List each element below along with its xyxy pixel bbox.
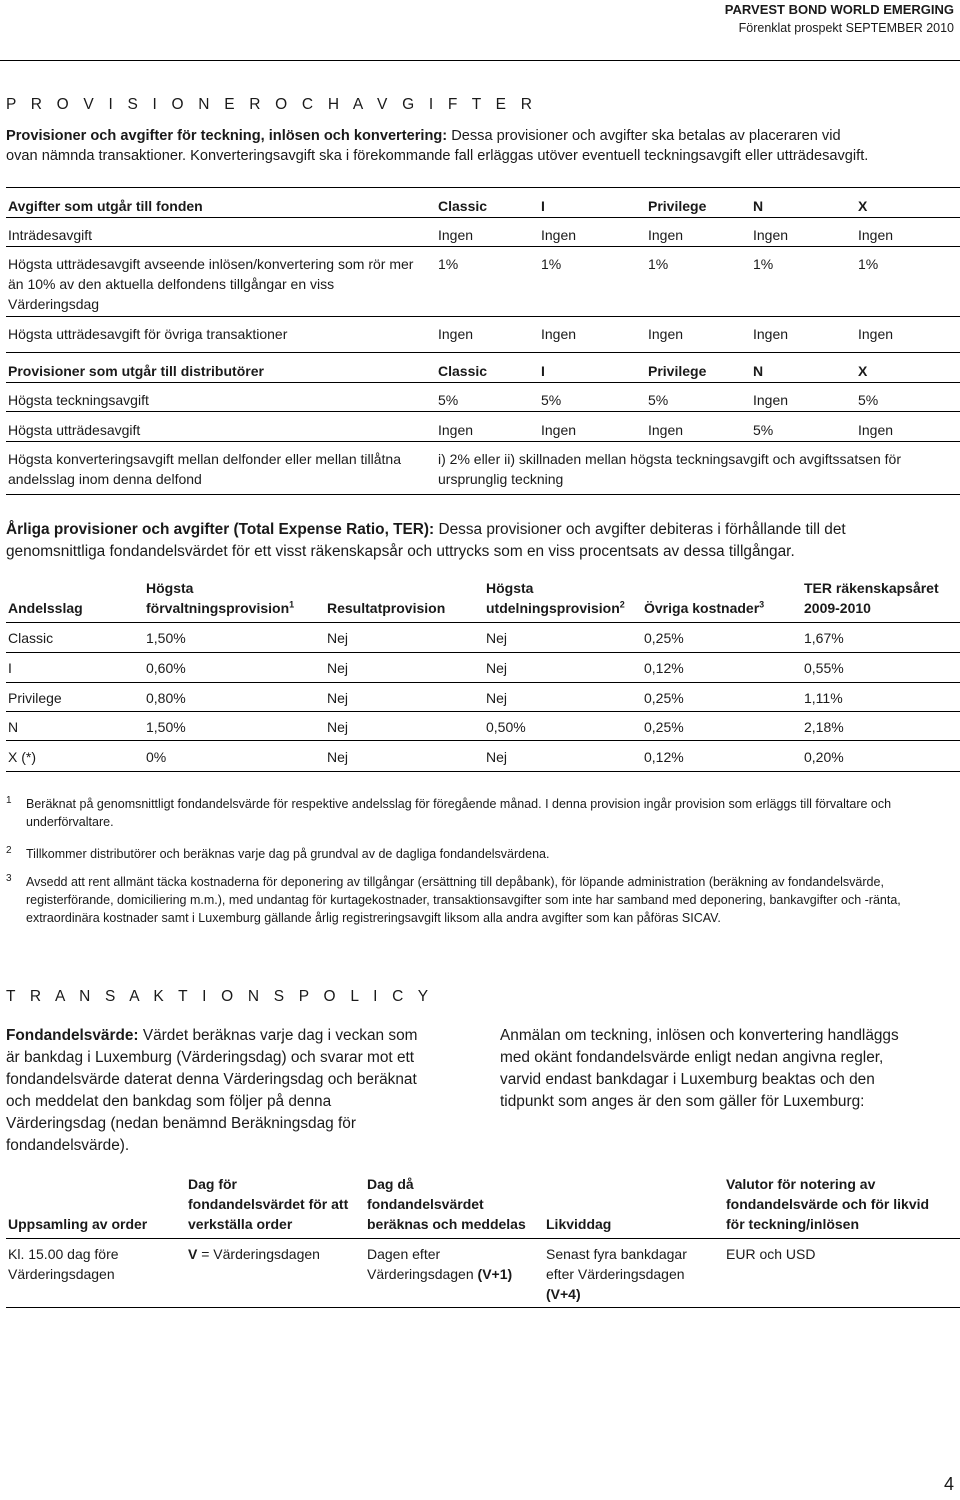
cell-value-line: i) 2% eller ii) skillnaden mellan högsta teckningsavgift och avgiftssatsen för (438, 451, 902, 467)
orders-cell-line: efter Värderingsdagen (546, 1266, 685, 1282)
cell-value: 5% (541, 392, 562, 408)
cell-value: 0,80% (146, 690, 186, 706)
cell-value: I (8, 660, 12, 676)
orders-header-dag-for (188, 1174, 348, 1234)
cell-value: Ingen (541, 326, 577, 342)
footnote-line: Avsedd att rent allmänt täcka kostnaderna för deponering av tillgångar (ersättning till depåbank), för löpande administration (beräkning av fondandelsvärde, (26, 875, 884, 889)
orders-header-line: Valutor för notering av (726, 1176, 876, 1192)
cell-value: X (*) (8, 749, 36, 765)
table-rule (6, 682, 960, 683)
page-header (725, 0, 954, 38)
footnote-ref: 2 (619, 599, 625, 610)
header-rule (0, 60, 960, 61)
cell-value: 5% (438, 392, 459, 408)
cell-value: 1% (753, 256, 774, 272)
footnote-number: 2 (6, 845, 12, 856)
cell-value: 0,60% (146, 660, 186, 676)
transaction-left-line: fondandelsvärde). (6, 1137, 130, 1154)
fund-fees-header-i: I (541, 198, 545, 214)
ter-header-line: Övriga kostnader (644, 600, 760, 616)
row-label-line: Högsta konverteringsavgift mellan delfonder eller mellan tillåtna (8, 451, 401, 467)
footnote-ref: 3 (759, 599, 765, 610)
orders-cell-line: Värderingsdagen (367, 1266, 478, 1282)
ter-header-resultat: Resultatprovision (327, 600, 446, 616)
transaction-right-line: varvid endast bankdagar i Luxemburg beaktas och den (500, 1071, 875, 1088)
cell-value: Ingen (541, 422, 577, 438)
transaction-left-line: Värdet beräknas varje dag i veckan som (138, 1027, 418, 1044)
orders-cell-dag-da (367, 1244, 512, 1284)
cell-value: Privilege (8, 690, 62, 706)
table-rule (6, 711, 960, 712)
transaction-right-text (500, 1025, 950, 1113)
footnote-number: 1 (6, 795, 12, 806)
cell-value: 0,25% (644, 719, 684, 735)
ter-intro (6, 519, 956, 563)
provisions-intro-bold: Provisioner och avgifter för teckning, inlösen och konvertering: (6, 128, 448, 144)
cell-value: 0,25% (644, 630, 684, 646)
footnote-line: underförvaltare. (26, 815, 114, 829)
table-rule (6, 771, 960, 772)
ter-header-utdelning (486, 578, 625, 618)
fund-fees-header-privilege: Privilege (648, 198, 707, 214)
orders-cell-likviddag (546, 1244, 687, 1304)
ter-header-line: TER räkenskapsåret (804, 580, 939, 596)
cell-value: 1% (648, 256, 669, 272)
fund-fees-header-n: N (753, 198, 764, 214)
transaction-left-line: Värderingsdag (nedan benämnd Beräkningsdag för (6, 1115, 356, 1132)
orders-header-line: fondandelsvärdet (367, 1196, 484, 1212)
row-label-line: än 10% av den aktuella delfondens tillgångar en viss (8, 276, 335, 292)
transaction-left-line: är bankdag i Luxemburg (Värderingsdag) och svarar mot ett (6, 1049, 415, 1066)
ter-header-ovriga (644, 598, 764, 618)
orders-cell-v1: (V+1) (477, 1266, 513, 1282)
cell-value: Nej (486, 630, 508, 646)
orders-cell-line: Kl. 15.00 dag före (8, 1246, 119, 1262)
cell-value: Nej (327, 749, 349, 765)
orders-header-line: fondandelsvärdet för att (188, 1196, 349, 1212)
orders-cell-line: Senast fyra bankdagar (546, 1246, 687, 1262)
provisions-intro (6, 126, 956, 166)
fund-fees-header-label: Avgifter som utgår till fonden (8, 198, 203, 214)
footnote-line: Beräknat på genomsnittligt fondandelsvärde för respektive andelsslag för föregående månad. I denna provision ingår provision som erläggs till förvaltare och (26, 797, 892, 811)
orders-header-line: Dag för (188, 1176, 237, 1192)
cell-value: 0,20% (804, 749, 844, 765)
table-rule (6, 246, 960, 247)
table-rule (6, 494, 960, 495)
cell-value: Nej (486, 690, 508, 706)
orders-header-dag-da (367, 1174, 526, 1234)
table-rule (6, 622, 960, 623)
cell-value: 0,25% (644, 690, 684, 706)
orders-header-line: för teckning/inlösen (726, 1216, 860, 1232)
cell-value: Ingen (438, 227, 474, 243)
orders-header-valutor (726, 1174, 929, 1234)
ter-header-forvaltning (146, 578, 294, 618)
cell-value: Ingen (648, 227, 684, 243)
cell-value: Nej (486, 660, 508, 676)
row-label: Inträdesavgift (8, 227, 93, 243)
cell-value: Ingen (438, 326, 474, 342)
cell-value: 5% (753, 422, 774, 438)
dist-fees-header-privilege: Privilege (648, 363, 707, 379)
transaction-left-line: fondandelsvärde daterat denna Värderingsdag och beräknat (6, 1071, 417, 1088)
footnote-ref: 1 (289, 599, 295, 610)
orders-header-likviddag: Likviddag (546, 1216, 612, 1232)
cell-value: Ingen (858, 326, 894, 342)
row-label (8, 449, 428, 489)
ter-header-line: förvaltningsprovision (146, 600, 290, 616)
cell-value: Nej (486, 749, 508, 765)
transaction-left-line: och meddelat den bankdag som följer på denna (6, 1093, 332, 1110)
row-label: Högsta teckningsavgift (8, 392, 149, 408)
cell-value: 5% (648, 392, 669, 408)
cell-value: 0,55% (804, 660, 844, 676)
cell-value: Classic (8, 630, 54, 646)
cell-value: Ingen (438, 422, 474, 438)
orders-cell-v: V (188, 1246, 198, 1262)
section-title-transaction: T R A N S A K T I O N S P O L I C Y (6, 988, 434, 1005)
orders-header-line: Dag då (367, 1176, 414, 1192)
cell-value: 5% (858, 392, 879, 408)
orders-cell-dag-for (188, 1244, 320, 1264)
cell-value: 2,18% (804, 719, 844, 735)
orders-cell-v4: (V+4) (546, 1286, 581, 1302)
cell-value: Ingen (648, 422, 684, 438)
table-rule (6, 352, 960, 353)
cell-value: 0% (146, 749, 167, 765)
dist-fees-header-label: Provisioner som utgår till distributörer (8, 363, 264, 379)
orders-header-line: beräknas och meddelas (367, 1216, 526, 1232)
cell-value: 1,67% (804, 630, 844, 646)
transaction-right-line: Anmälan om teckning, inlösen och konvertering handläggs (500, 1027, 899, 1044)
ter-header-line: 2009-2010 (804, 600, 871, 616)
cell-value: Nej (327, 719, 349, 735)
orders-cell-line: Dagen efter (367, 1246, 441, 1262)
cell-value: 0,12% (644, 660, 684, 676)
orders-cell-valutor: EUR och USD (726, 1246, 816, 1262)
provisions-intro-rest: Dessa provisioner och avgifter ska betalas av placeraren vid (447, 128, 841, 144)
cell-value: Ingen (858, 227, 894, 243)
footnote-line: extraordinära kostnader samt i Luxemburg gällande årlig registreringsavgift liksom alla andra avgifter som kan påföras SICAV. (26, 911, 721, 925)
orders-cell-uppsamling (8, 1244, 119, 1284)
transaction-left-bold: Fondandelsvärde: (6, 1027, 139, 1044)
footnote-line: registerförande, domiciliering m.m.), med undantag för kurtagekostnader, transaktionsavgifter som inte har samband med deponering, bankavgifter och -ränta, (26, 893, 901, 907)
cell-value: 1,50% (146, 719, 186, 735)
transaction-right-line: tidpunkt som anges är den som gäller för Luxemburg: (500, 1093, 865, 1110)
dist-fees-header-i: I (541, 363, 545, 379)
table-rule (6, 217, 960, 218)
ter-header-ter (804, 578, 939, 618)
cell-value: Ingen (753, 326, 789, 342)
table-rule (6, 382, 960, 383)
footnote-number: 3 (6, 873, 12, 884)
transaction-right-line: med okänt fondandelsvärde enligt nedan angivna regler, (500, 1049, 884, 1066)
footnote-text (26, 873, 926, 927)
cell-value: 0,50% (486, 719, 526, 735)
orders-header-line: verkställa order (188, 1216, 293, 1232)
provisions-intro-line2: ovan nämnda transaktioner. Konverteringsavgift ska i förekommande fall erläggas utöver eventuell teckningsavgift eller utträdesavgift. (6, 148, 869, 164)
page-number: 4 (943, 1474, 954, 1494)
cell-value: 1% (541, 256, 562, 272)
orders-cell-line: = Värderingsdagen (197, 1246, 320, 1262)
cell-value: Nej (327, 660, 349, 676)
table-rule (6, 652, 960, 653)
cell-value (438, 449, 953, 489)
footnote-text (26, 795, 926, 831)
fund-fees-header-classic: Classic (438, 198, 488, 214)
row-label: Högsta utträdesavgift (8, 422, 141, 438)
row-label (8, 254, 428, 314)
orders-cell-line: Värderingsdagen (8, 1266, 115, 1282)
ter-header-andelsslag: Andelsslag (8, 600, 83, 616)
ter-header-line: Högsta (486, 580, 534, 596)
footnote-line: Tillkommer distributörer och beräknas varje dag på grundval av de dagliga fondandelsvärdena. (26, 847, 550, 861)
orders-header-uppsamling: Uppsamling av order (8, 1216, 148, 1232)
table-rule (6, 187, 960, 188)
row-label-line: Värderingsdag (8, 296, 100, 312)
fund-name: PARVEST BOND WORLD EMERGING (724, 2, 954, 17)
table-rule (6, 411, 960, 412)
transaction-left-text (6, 1025, 446, 1157)
row-label-line: andelsslag inom denna delfond (8, 471, 202, 487)
row-label: Högsta utträdesavgift för övriga transaktioner (8, 326, 288, 342)
row-label-line: Högsta utträdesavgift avseende inlösen/konvertering som rör mer (8, 256, 414, 272)
ter-intro-bold: Årliga provisioner och avgifter (Total Expense Ratio, TER): (6, 521, 435, 538)
table-rule (6, 1238, 960, 1239)
table-rule (6, 316, 960, 317)
table-rule (6, 441, 960, 442)
ter-intro-line2: genomsnittliga fondandelsvärdet för ett visst räkenskapsår och uttrycks som en viss procentsats av dessa tillgångar. (6, 543, 795, 560)
cell-value: Nej (327, 690, 349, 706)
footnote-text (26, 845, 926, 863)
cell-value: 1% (858, 256, 879, 272)
ter-header-line: utdelningsprovision (486, 600, 620, 616)
cell-value: Ingen (753, 227, 789, 243)
ter-header-line: Högsta (146, 580, 194, 596)
cell-value: N (8, 719, 19, 735)
cell-value: 1% (438, 256, 459, 272)
fund-fees-header-x: X (858, 198, 868, 214)
ter-intro-rest: Dessa provisioner och avgifter debiteras i förhållande till det (434, 521, 846, 538)
table-rule (6, 740, 960, 741)
cell-value-line: ursprunglig teckning (438, 471, 564, 487)
dist-fees-header-classic: Classic (438, 363, 488, 379)
dist-fees-header-x: X (858, 363, 868, 379)
prospectus-date: Förenklat prospekt SEPTEMBER 2010 (738, 21, 954, 35)
dist-fees-header-n: N (753, 363, 764, 379)
orders-header-line: fondandelsvärde och för likvid (726, 1196, 930, 1212)
section-title-provisions: P R O V I S I O N E R O C H A V G I F T E R (6, 96, 538, 113)
cell-value: Ingen (753, 392, 789, 408)
table-rule (6, 1307, 960, 1308)
cell-value: 0,12% (644, 749, 684, 765)
cell-value: Nej (327, 630, 349, 646)
cell-value: Ingen (541, 227, 577, 243)
cell-value: 1,50% (146, 630, 186, 646)
cell-value: Ingen (648, 326, 684, 342)
cell-value: 1,11% (804, 690, 843, 706)
cell-value: Ingen (858, 422, 894, 438)
